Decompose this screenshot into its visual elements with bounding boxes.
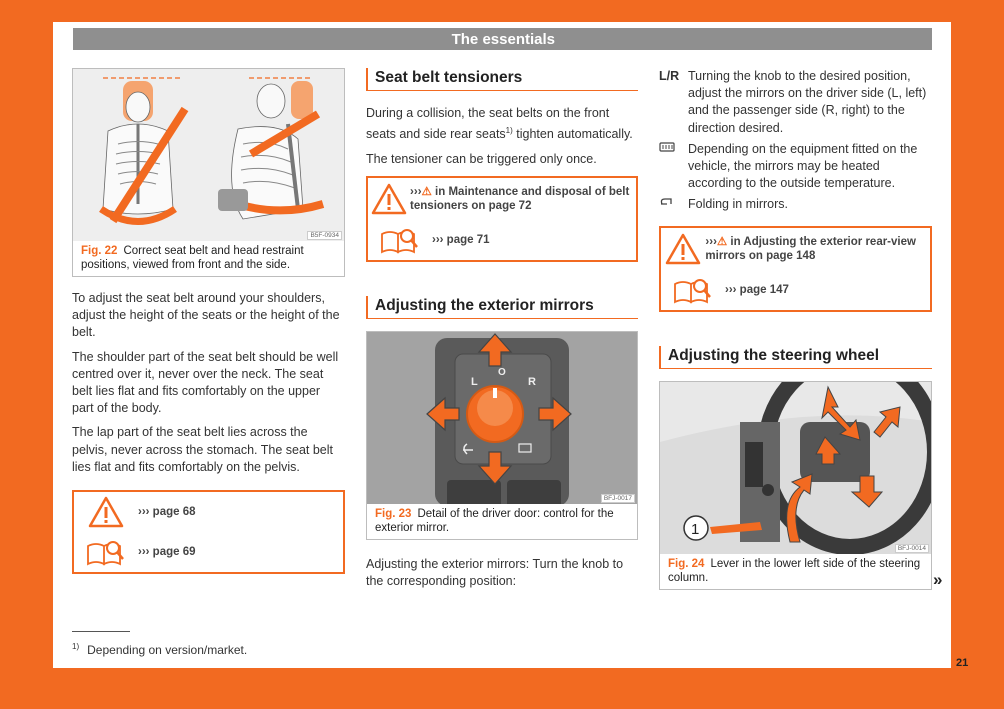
- steering-wheel-figure-icon: [660, 382, 931, 554]
- knob-label-right: R: [528, 375, 536, 388]
- paragraph-text: tighten automatically.: [512, 127, 633, 142]
- footnote-text: Depending on version/market.: [87, 643, 248, 657]
- page-link[interactable]: ››› page 71: [432, 233, 490, 246]
- paragraph: To adjust the seat belt around your shoulders, adjust the height of the seats or the height of the belt.: [72, 291, 340, 340]
- link-text: in Adjusting the exterior rear-view mirrors on page 148: [705, 235, 916, 262]
- warning-box: [366, 176, 638, 262]
- knob-label-left: L: [471, 375, 478, 388]
- link-prefix: ›››: [705, 235, 717, 248]
- column-1: [72, 68, 345, 574]
- figure-23: [366, 331, 638, 540]
- figure-caption: [367, 504, 637, 539]
- figure-caption-text: Correct seat belt and head restraint positions, viewed from front and the side.: [81, 245, 304, 271]
- warning-box: [72, 490, 345, 574]
- figure-number: Fig. 22: [81, 245, 118, 257]
- figure-24: [659, 381, 932, 590]
- page-link[interactable]: ››› page 69: [138, 546, 196, 559]
- section-header: The essentials: [73, 28, 932, 50]
- figure-code: B5F-0934: [307, 231, 342, 240]
- warning-row: [661, 228, 930, 270]
- footnote: [72, 642, 247, 657]
- footnote-mark: 1): [72, 642, 80, 651]
- paragraph: The lap part of the seat belt lies across the pelvis, never across the stomach. The seat belt lies flat and fits comfortably on the pelvis.: [72, 425, 334, 474]
- mirror-control-illustration: [367, 332, 637, 504]
- steering-lever-illustration: [660, 382, 931, 554]
- footnote-marker[interactable]: 1): [505, 126, 513, 136]
- figure-code: BFJ-0014: [895, 544, 929, 553]
- list-text: Turning the knob to the desired position, adjust the mirrors on the driver side (L, left) and the passenger side (R, right) to the direction desired.: [688, 69, 927, 135]
- paragraph: [366, 105, 638, 144]
- heading-adjusting-exterior-mirrors: Adjusting the exterior mirrors: [366, 296, 638, 319]
- heading-adjusting-steering-wheel: Adjusting the steering wheel: [659, 346, 932, 369]
- paragraph: The shoulder part of the seat belt should be well centred over it, never over the neck. The seat belt lies flat and fits comfortably on the upper part of the body.: [72, 349, 339, 416]
- list-text: Folding in mirrors.: [688, 197, 789, 212]
- warning-row: [74, 492, 343, 532]
- figure-caption: [73, 241, 344, 276]
- page-link[interactable]: ››› page 147: [725, 283, 789, 296]
- link-text: in Maintenance and disposal of belt tensioners on page 72: [410, 185, 630, 212]
- page-link[interactable]: ››› page 68: [138, 506, 196, 519]
- mirror-knob-figure-icon: [367, 332, 637, 504]
- manual-book-icon: [74, 538, 138, 566]
- figure-code: BFJ-0017: [601, 494, 635, 503]
- paragraph-text: During a collision, the seat belts on the front seats and side rear seats: [366, 106, 610, 142]
- paragraph: The tensioner can be triggered only once.: [366, 151, 597, 166]
- list-item: [659, 68, 932, 137]
- seatbelt-illustration: [73, 69, 344, 241]
- figure-22: [72, 68, 345, 277]
- footnote-divider: [72, 631, 130, 632]
- warning-triangle-icon: [661, 233, 705, 265]
- warning-row: [368, 178, 636, 220]
- knob-label-zero: O: [498, 366, 506, 378]
- continue-mark: »: [933, 570, 943, 589]
- manual-book-icon: [368, 226, 432, 254]
- manual-row: [661, 270, 930, 310]
- seatbelt-figure-icon: [73, 69, 344, 241]
- small-warning-icon: ⚠: [421, 185, 432, 198]
- page-link[interactable]: [410, 185, 636, 213]
- figure-number: Fig. 23: [375, 507, 412, 520]
- callout-number: 1: [691, 520, 700, 538]
- heater-icon: [659, 141, 688, 193]
- list-text: Depending on the equipment fitted on the vehicle, the mirrors may be heated according to the outside temperature.: [688, 141, 918, 191]
- small-warning-icon: ⚠: [716, 235, 728, 248]
- list-item: [659, 141, 932, 193]
- manual-row: [74, 532, 343, 572]
- figure-caption: [660, 554, 931, 589]
- manual-row: [368, 220, 636, 260]
- page-number: 21: [956, 657, 969, 669]
- column-2: [366, 68, 638, 597]
- figure-caption-text: Detail of the driver door: control for the exterior mirror.: [375, 507, 614, 534]
- manual-book-icon: [661, 276, 725, 304]
- list-key-lr: L/R: [659, 69, 680, 83]
- figure-number: Fig. 24: [668, 557, 705, 570]
- warning-box: [659, 226, 932, 312]
- fold-icon: [659, 196, 688, 213]
- page-link[interactable]: [705, 235, 930, 263]
- paragraph: Adjusting the exterior mirrors: Turn the knob to the corresponding position:: [366, 556, 624, 588]
- column-3: [659, 68, 932, 590]
- heading-seat-belt-tensioners: Seat belt tensioners: [366, 68, 638, 91]
- warning-triangle-icon: [368, 183, 410, 215]
- list-item: [659, 196, 932, 213]
- figure-caption-text: Lever in the lower left side of the steering column.: [668, 557, 921, 584]
- warning-triangle-icon: [74, 496, 138, 528]
- link-prefix: ›››: [410, 185, 422, 198]
